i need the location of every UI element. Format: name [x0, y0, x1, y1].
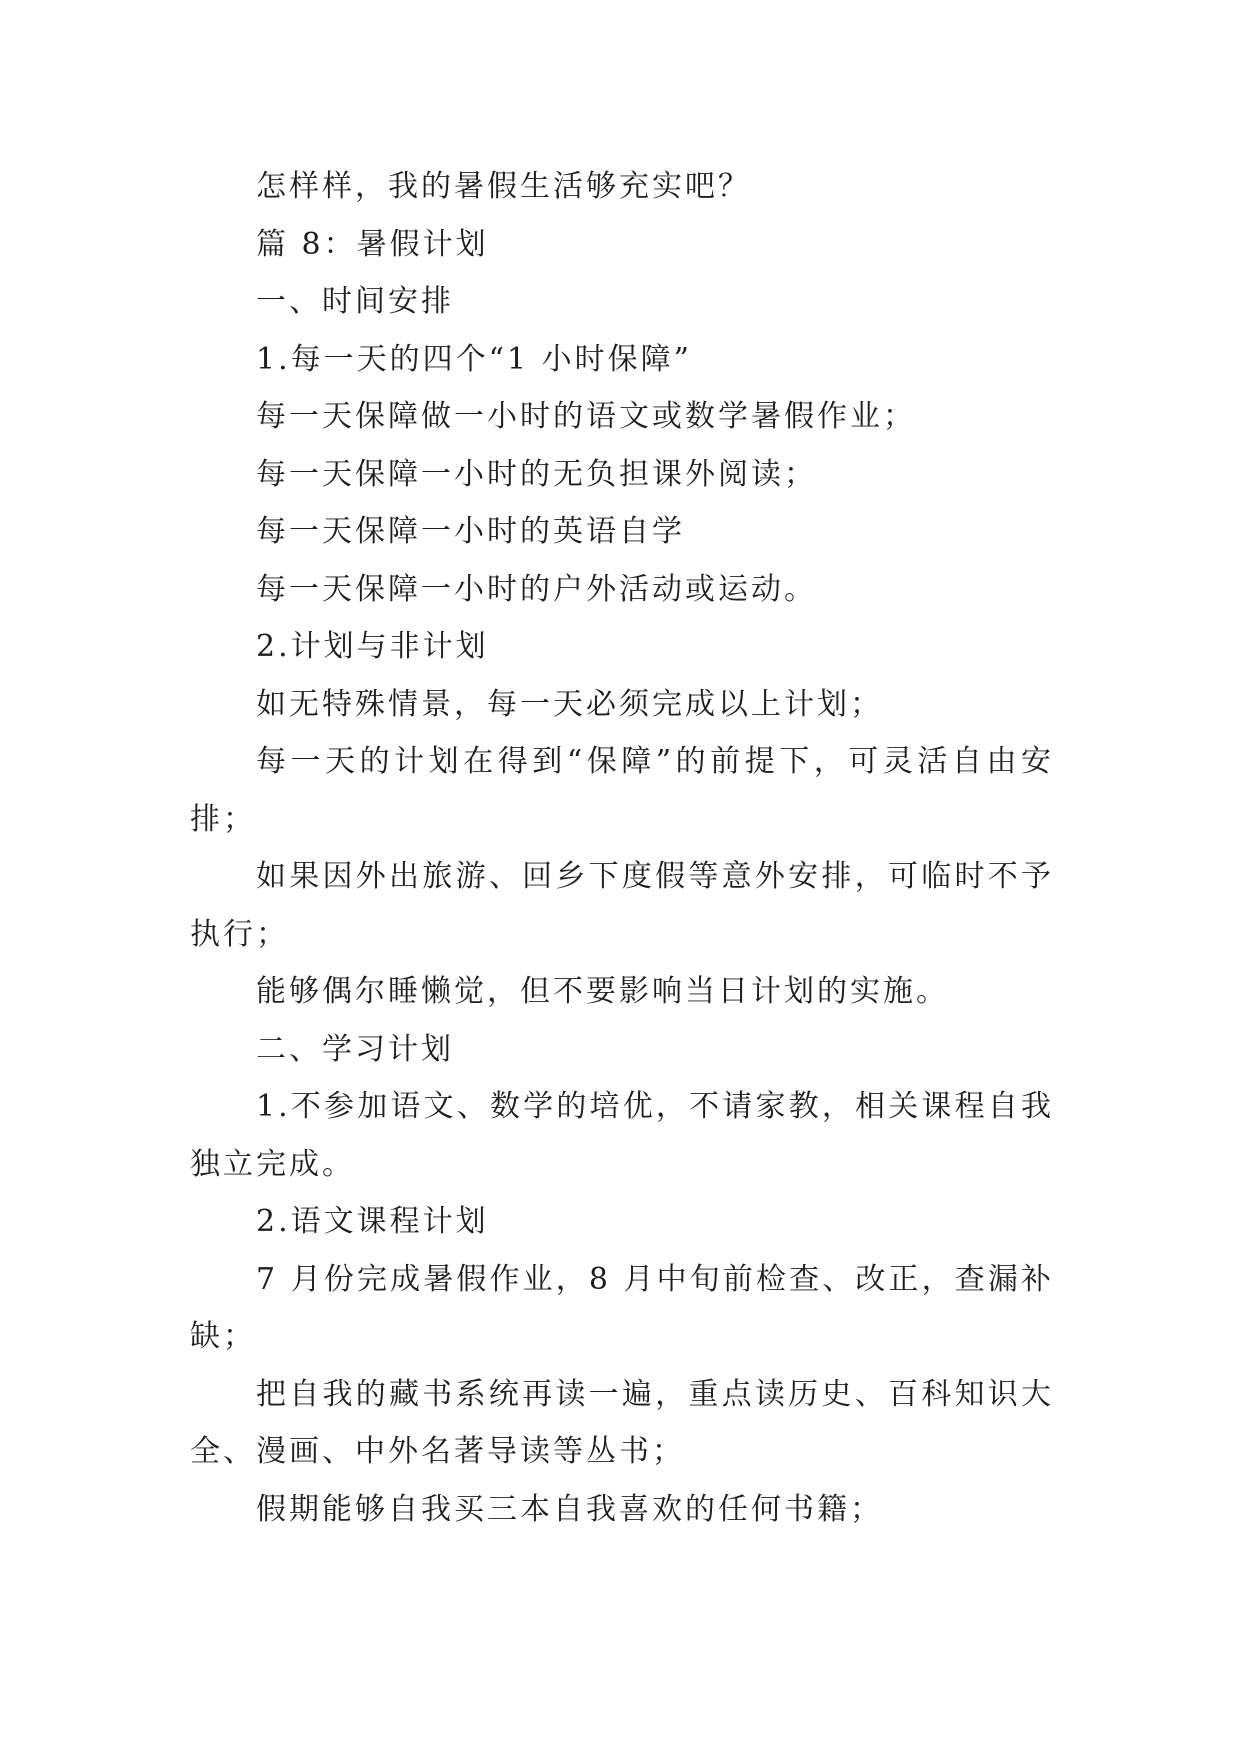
section-heading: 篇 8：暑假计划 — [256, 226, 489, 262]
paragraph: 如无特殊情景，每一天必须完成以上计划； — [256, 686, 883, 722]
paragraph: 每一天保障一小时的无负担课外阅读； — [256, 456, 817, 492]
subsection-heading: 2.计划与非计划 — [256, 629, 489, 664]
paragraph: 能够偶尔睡懒觉，但不要影响当日计划的实施。 — [256, 974, 949, 1009]
subsection-heading: 2.语文课程计划 — [256, 1204, 489, 1239]
section-heading: 一、时间安排 — [256, 284, 454, 319]
paragraph: 每一天保障做一小时的语文或数学暑假作业； — [256, 399, 916, 434]
paragraph: 每一天保障一小时的英语自学 — [256, 514, 685, 549]
paragraph: 每一天保障一小时的户外活动或运动。 — [256, 571, 817, 607]
paragraph: 怎样样，我的暑假生活够充实吧？ — [256, 169, 751, 204]
section-heading: 二、学习计划 — [256, 1031, 454, 1067]
subsection-heading: 1.每一天的四个“1 小时保障” — [256, 341, 692, 377]
paragraph: 每一天的计划在得到“保障”的前提下，可灵活自由安排； — [190, 744, 1054, 837]
document-body — [190, 158, 1054, 1538]
paragraph: 如果因外出旅游、回乡下度假等意外安排，可临时不予执行； — [190, 859, 1054, 952]
paragraph: 7 月份完成暑假作业，8 月中旬前检查、改正，查漏补缺； — [190, 1261, 1054, 1354]
paragraph: 假期能够自我买三本自我喜欢的任何书籍； — [256, 1491, 883, 1527]
paragraph: 把自我的藏书系统再读一遍，重点读历史、百科知识大全、漫画、中外名著导读等丛书； — [190, 1376, 1054, 1469]
paragraph: 1.不参加语文、数学的培优，不请家教，相关课程自我独立完成。 — [190, 1089, 1054, 1182]
